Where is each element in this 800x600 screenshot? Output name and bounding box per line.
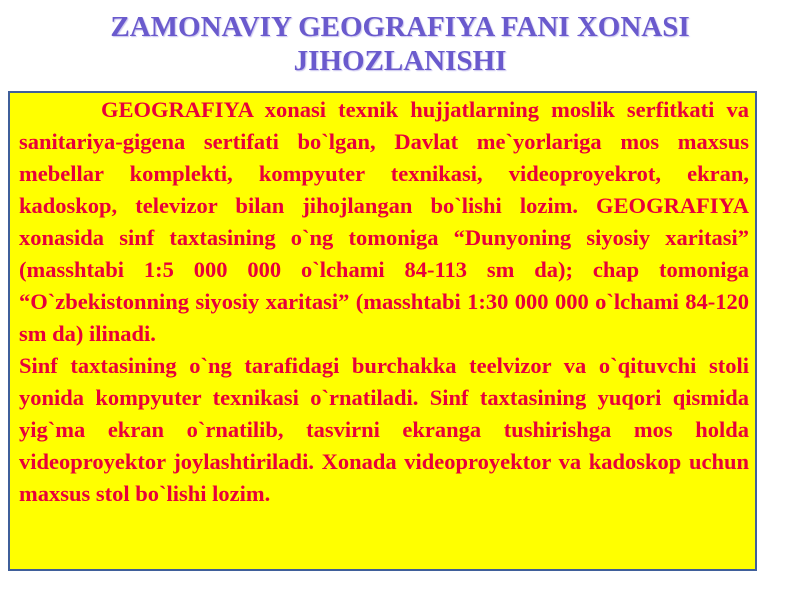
title-line-1: ZAMONAVIY GEOGRAFIYA FANI XONASI [110, 11, 690, 43]
content-text-box [8, 91, 757, 571]
paragraph-1: GEOGRAFIYA xonasi texnik hujjatlarning moslik serfitkati va sanitariya-gigena sertifati bo`lgan, Davlat me`yorlariga mos maxsus mebellar komplekti, kompyuter texnikasi, videoproyekrot, ekran, kadoskop, televizor bilan jihojlangan bo`lishi lozim. GEOGRAFIYA xonasida sinf taxtasining o`ng tomoniga “Dunyoning siyosiy xaritasi” (masshtabi 1:5 000 000 o`lchami 84-113 sm da); chap tomoniga “O`zbekistonning siyosiy xaritasi” (masshtabi 1:30 000 000 o`lchami 84-120 sm da) ilinadi. [19, 97, 749, 346]
slide-title [40, 10, 760, 78]
paragraph-2: Sinf taxtasining o`ng tarafidagi burchakka teelvizor va o`qituvchi stoli yonida kompyuter texnikasi o`rnatiladi. Sinf taxtasining yuqori qismida yig`ma ekran o`rnatilib, tasvirni ekranga tushirishga mos holda videoproyektor joylashtiriladi. Xonada videoproyektor va kadoskop uchun maxsus stol bo`lishi lozim. [19, 353, 749, 506]
title-line-2: JIHOZLANISHI [293, 45, 507, 77]
